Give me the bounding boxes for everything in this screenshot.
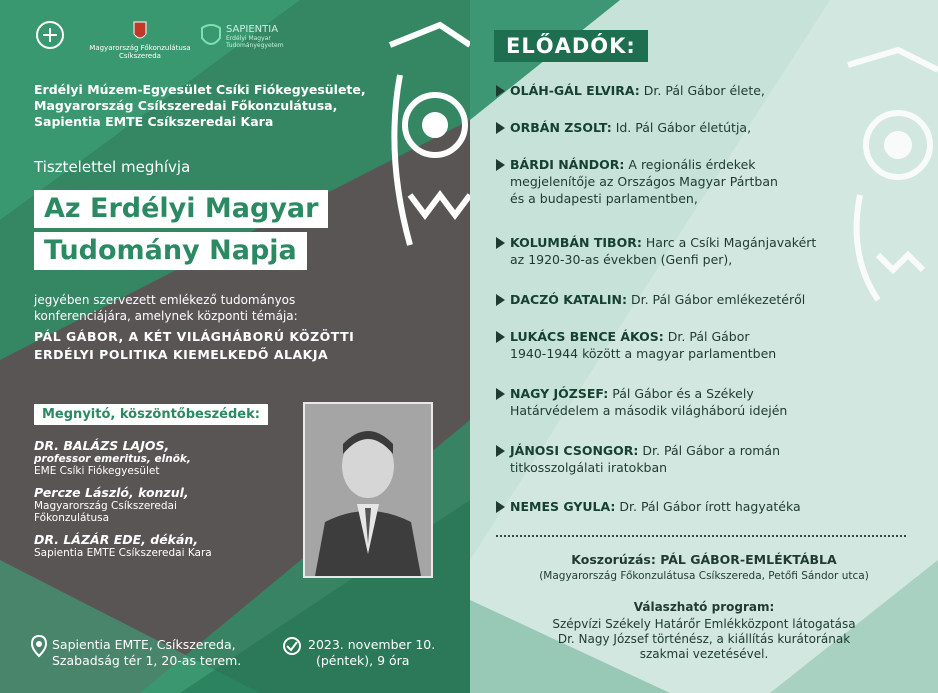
opening-speaker (34, 532, 294, 559)
speaker-name: DR. BALÁZS LAJOS, (34, 438, 170, 453)
talk-title: Id. Pál Gábor életútja, (615, 120, 752, 135)
triangle-bullet-icon (496, 501, 505, 513)
talk-title: Dr. Pál Gábor a román (642, 443, 781, 458)
sapientia-logo-sub: Erdélyi Magyar Tudományegyetem (226, 35, 284, 49)
description-line: jegyében szervezett emlékező tudományos (34, 293, 296, 307)
event-location (52, 637, 241, 669)
talk-item (496, 291, 896, 308)
sapientia-logo (200, 24, 310, 50)
optional-program (470, 617, 938, 662)
event-description (34, 292, 394, 324)
talk-title: Dr. Pál Gábor írott hagyatéka (619, 499, 801, 514)
talk-item (496, 82, 896, 99)
talk-title: A regionális érdekek (628, 157, 756, 172)
speaker-affiliation: Főkonzulátusa (34, 512, 110, 524)
triangle-bullet-icon (496, 388, 505, 400)
opening-speaker (34, 485, 294, 524)
sapientia-logo-label: SAPIENTIA (226, 24, 279, 35)
wreath-laying: Koszorúzás: PÁL GÁBOR-EMLÉKTÁBLA (571, 552, 837, 567)
speaker-affiliation: Magyarország Csíkszeredai (34, 500, 177, 512)
talk-item (496, 119, 896, 136)
talk-item (496, 234, 896, 268)
talk-title: Dr. Pál Gábor (667, 329, 750, 344)
portrait-photo (303, 402, 433, 578)
talk-speaker: LUKÁCS BENCE ÁKOS: (510, 329, 664, 344)
speaker-affiliation: Sapientia EMTE Csíkszeredai Kara (34, 547, 212, 559)
talk-title: az 1920-30-as években (Genfi per), (510, 252, 733, 267)
owl-illustration (380, 15, 470, 255)
theme-line: ERDÉLYI POLITIKA KIEMELKEDŐ ALAKJA (34, 347, 329, 362)
talk-title: Pál Gábor és a Székely (612, 386, 754, 401)
talk-speaker: ORBÁN ZSOLT: (510, 120, 612, 135)
talk-item (496, 385, 896, 419)
talk-item (496, 442, 896, 476)
optional-program-line: szakmai vezetésével. (639, 647, 769, 661)
optional-program-line: Dr. Nagy József történész, a kiállítás kurátorának (557, 632, 851, 646)
talk-title: Dr. Pál Gábor emlékezetéről (630, 292, 806, 307)
event-title-line2: Tudomány Napja (34, 232, 307, 270)
organizers (34, 82, 366, 130)
event-date (308, 637, 435, 669)
talk-title: Harc a Csíki Magánjavakért (645, 235, 817, 250)
triangle-bullet-icon (496, 159, 505, 171)
organizer-line: Sapientia EMTE Csíkszeredai Kara (34, 114, 274, 129)
talk-speaker: DACZÓ KATALIN: (510, 292, 627, 307)
talk-item (496, 328, 896, 362)
date-line: (péntek), 9 óra (316, 653, 410, 668)
triangle-bullet-icon (496, 294, 505, 306)
talk-title: Dr. Pál Gábor élete, (643, 83, 765, 98)
event-theme (34, 328, 354, 364)
eme-logo (30, 20, 70, 52)
wreath-location: (Magyarország Főkonzulátusa Csíkszereda, Petőfi Sándor utca) (539, 570, 869, 582)
opening-speakers (34, 438, 294, 559)
talk-title: megjelenítője az Országos Magyar Pártban (510, 174, 778, 189)
speakers-heading: ELŐADÓK: (494, 30, 648, 62)
event-title-line1: Az Erdélyi Magyar (34, 190, 328, 228)
talk-speaker: NAGY JÓZSEF: (510, 386, 609, 401)
talk-item (496, 498, 896, 515)
triangle-bullet-icon (496, 445, 505, 457)
triangle-bullet-icon (496, 122, 505, 134)
talk-speaker: OLÁH-GÁL ELVIRA: (510, 83, 640, 98)
consulate-logo (80, 20, 200, 60)
speaker-name: Percze László, konzul, (34, 485, 189, 500)
talk-title: és a budapesti parlamentben, (510, 191, 698, 206)
date-line: 2023. november 10. (308, 637, 436, 652)
speaker-name: DR. LÁZÁR EDE, dékán, (34, 532, 199, 547)
speaker-title: professor emeritus, elnök, (34, 453, 191, 465)
talk-item (496, 156, 896, 207)
triangle-bullet-icon (496, 237, 505, 249)
checkmark-icon (282, 636, 302, 660)
talk-speaker: KOLUMBÁN TIBOR: (510, 235, 642, 250)
organizer-line: Erdélyi Múzem-Egyesület Csíki Fiókegyesülete, (34, 82, 366, 97)
optional-program-line: Szépvízi Székely Határőr Emlékközpont látogatása (552, 617, 856, 631)
invite-text: Tisztelettel meghívja (34, 158, 191, 176)
triangle-bullet-icon (496, 331, 505, 343)
opening-speaker (34, 438, 294, 477)
description-line: konferenciájára, amelynek központi témája: (34, 309, 298, 323)
talk-speaker: JÁNOSI CSONGOR: (510, 443, 639, 458)
consulate-logo-label: Magyarország Főkonzulátusa Csíkszereda (89, 44, 191, 60)
location-pin-icon (30, 634, 48, 662)
speaker-affiliation: EME Csíki Fiókegyesület (34, 465, 160, 477)
theme-line: PÁL GÁBOR, A KÉT VILÁGHÁBORÚ KÖZÖTTI (34, 329, 355, 344)
location-line: Szabadság tér 1, 20-as terem. (52, 653, 242, 668)
triangle-bullet-icon (496, 85, 505, 97)
talk-title: titkosszolgálati iratokban (510, 460, 668, 475)
opening-heading: Megnyitó, köszöntőbeszédek: (34, 404, 268, 425)
organizer-line: Magyarország Csíkszeredai Főkonzulátusa, (34, 98, 338, 113)
talk-speaker: NEMES GYULA: (510, 499, 616, 514)
talk-speaker: BÁRDI NÁNDOR: (510, 157, 625, 172)
talk-title: Határvédelem a második világháború idején (510, 403, 788, 418)
talk-title: 1940-1944 között a magyar parlamentben (510, 346, 777, 361)
dotted-divider (496, 535, 906, 537)
location-line: Sapientia EMTE, Csíkszereda, (52, 637, 236, 652)
optional-program-heading: Válaszható program: (633, 600, 775, 614)
